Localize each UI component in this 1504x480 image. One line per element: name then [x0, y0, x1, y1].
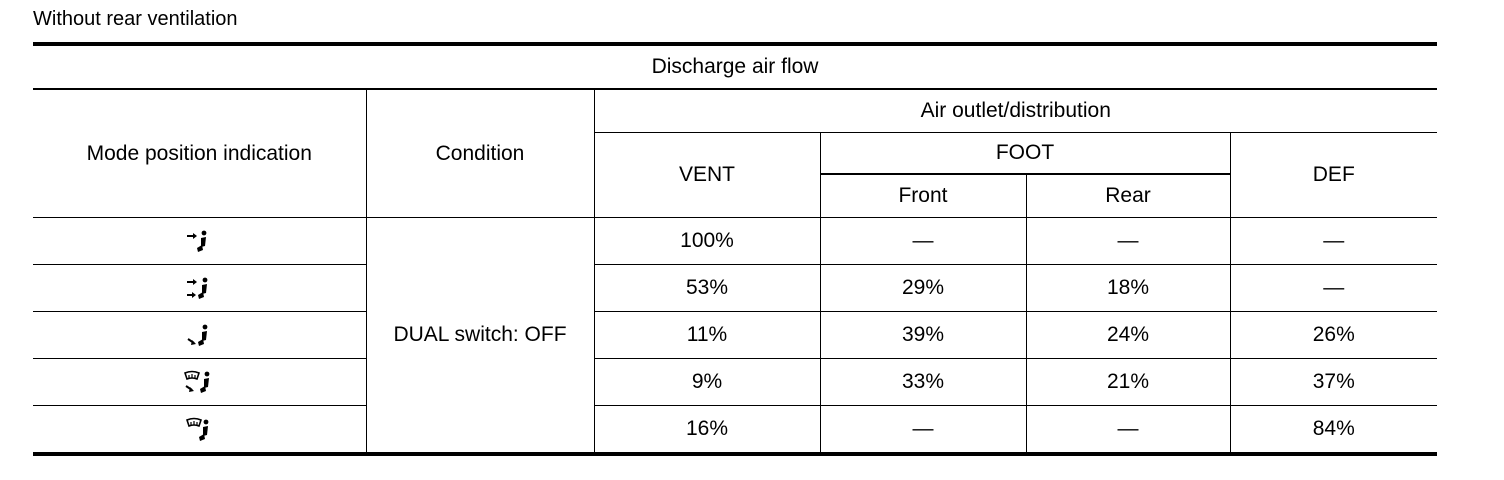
foot-defrost-mode-icon [33, 359, 366, 406]
foot-front-value: — [820, 218, 1026, 265]
discharge-air-flow-table [33, 42, 1437, 456]
bi-level-mode-icon [33, 265, 366, 312]
vent-value: 100% [594, 218, 820, 265]
air-outlet-header: Air outlet/distribution [594, 89, 1437, 133]
def-value: 37% [1230, 359, 1437, 406]
foot-front-value: 39% [820, 312, 1026, 359]
def-value: 26% [1230, 312, 1437, 359]
foot-rear-value: — [1026, 406, 1230, 455]
defrost-mode-icon [33, 406, 366, 455]
table-row [33, 265, 1437, 312]
condition-cell: DUAL switch: OFF [366, 218, 594, 455]
foot-rear-value: — [1026, 218, 1230, 265]
table-row [33, 406, 1437, 455]
vent-value: 16% [594, 406, 820, 455]
def-value: — [1230, 218, 1437, 265]
foot-rear-value: 18% [1026, 265, 1230, 312]
mode-position-header: Mode position indication [33, 89, 366, 218]
front-header: Front [820, 174, 1026, 218]
table-row [33, 312, 1437, 359]
vent-value: 53% [594, 265, 820, 312]
vent-header: VENT [594, 133, 820, 218]
def-value: 84% [1230, 406, 1437, 455]
table-caption: Without rear ventilation [33, 8, 238, 30]
foot-rear-value: 21% [1026, 359, 1230, 406]
foot-front-value: 29% [820, 265, 1026, 312]
vent-mode-icon [33, 218, 366, 265]
table-row [33, 359, 1437, 406]
condition-header: Condition [366, 89, 594, 218]
def-value: — [1230, 265, 1437, 312]
foot-front-value: 33% [820, 359, 1026, 406]
vent-value: 11% [594, 312, 820, 359]
foot-front-value: — [820, 406, 1026, 455]
rear-header: Rear [1026, 174, 1230, 218]
table-row [33, 218, 1437, 265]
table-title: Discharge air flow [33, 44, 1437, 89]
foot-mode-icon [33, 312, 366, 359]
foot-rear-value: 24% [1026, 312, 1230, 359]
vent-value: 9% [594, 359, 820, 406]
def-header: DEF [1230, 133, 1437, 218]
foot-header: FOOT [820, 133, 1230, 175]
